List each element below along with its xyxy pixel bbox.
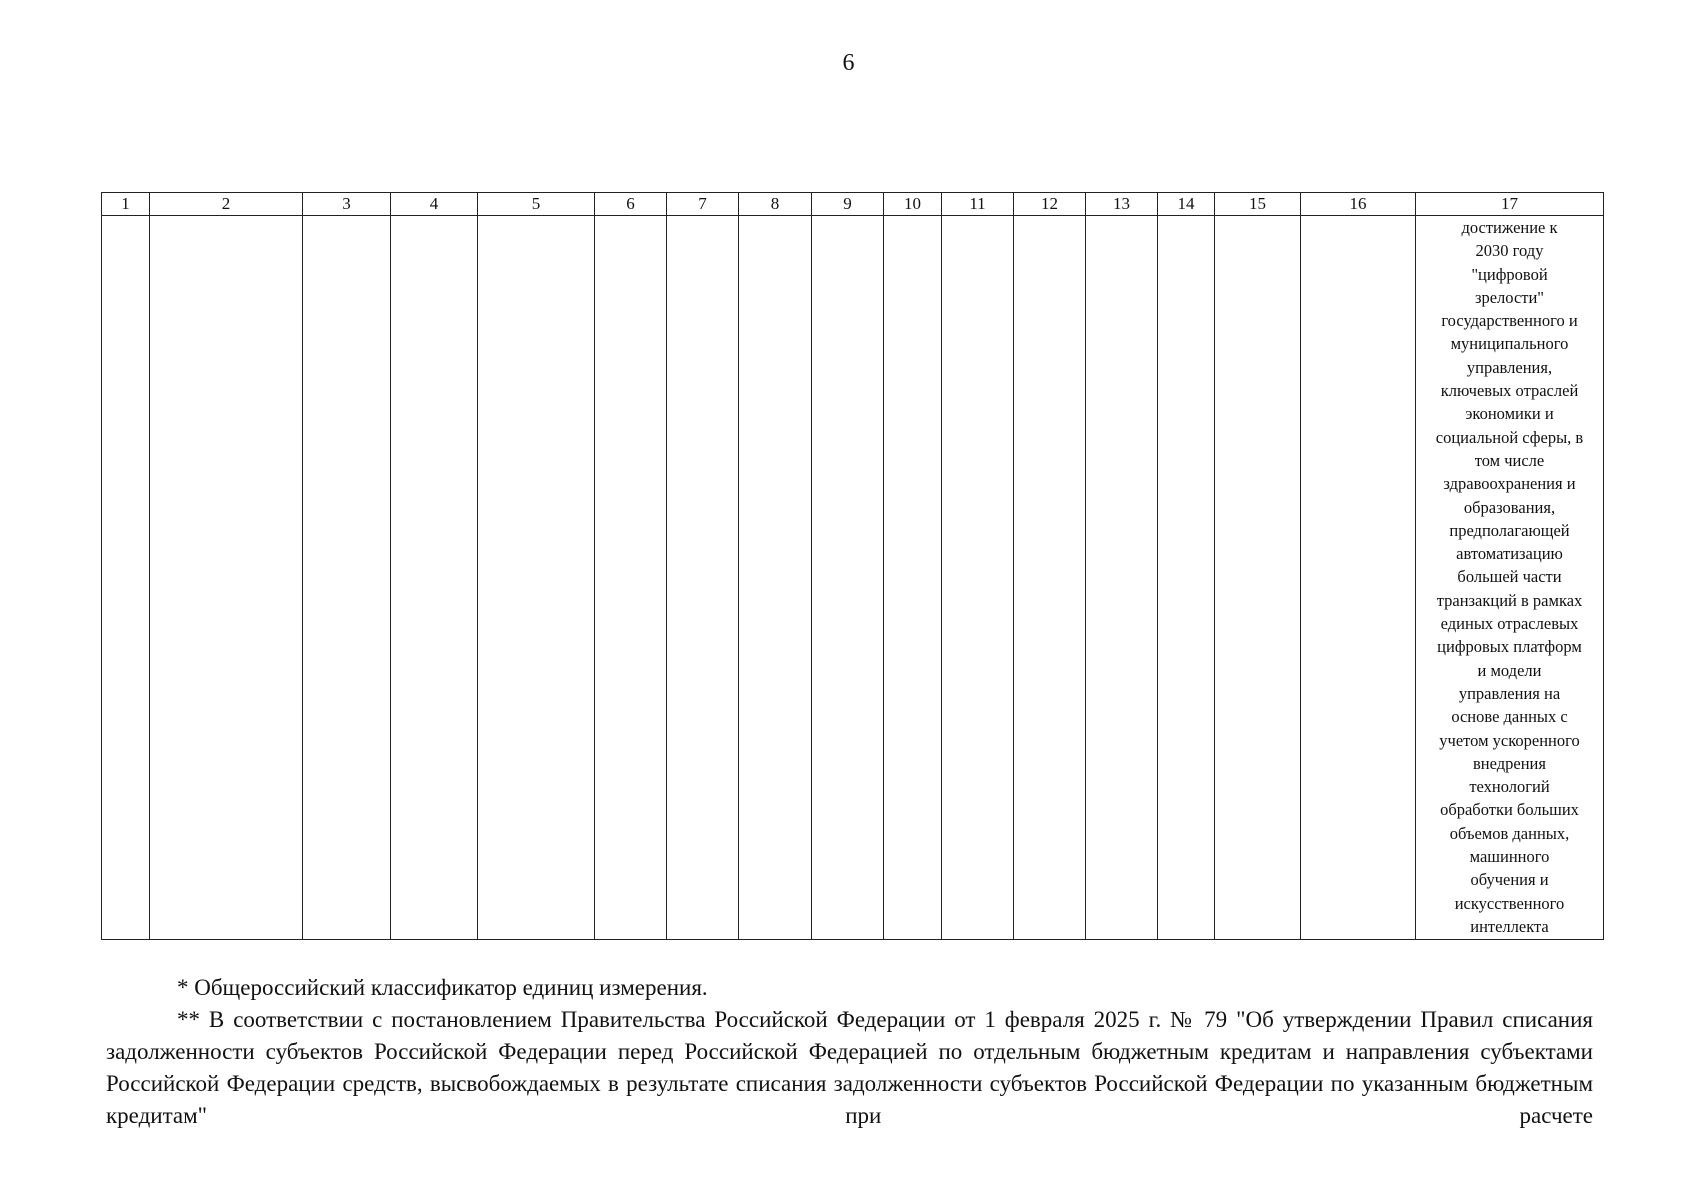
cell-text-line: государственного и	[1441, 311, 1578, 331]
cell-text-line: внедрения	[1473, 753, 1546, 773]
table-row	[102, 216, 1604, 940]
page-number: 6	[842, 50, 855, 76]
cell-text-line: социальной сферы, в	[1435, 427, 1584, 447]
cell-text-line: большей части	[1457, 567, 1562, 587]
cell-text-line: здравоохранения и	[1443, 474, 1576, 494]
column-header: 2	[150, 193, 303, 216]
cell-text-line: искусственного	[1454, 893, 1565, 913]
table-cell	[150, 216, 303, 940]
cell-text-line: обработки больших	[1440, 800, 1579, 820]
column-header: 16	[1301, 193, 1416, 216]
cell-text-line: учетом ускоренного	[1439, 730, 1580, 750]
column-header: 14	[1158, 193, 1215, 216]
table-cell	[739, 216, 812, 940]
table-cell	[1301, 216, 1416, 940]
table-cell	[1086, 216, 1158, 940]
table-cell	[884, 216, 942, 940]
cell-text-line: экономики и	[1465, 404, 1554, 424]
cell-text-line: том числе	[1474, 450, 1545, 470]
cell-text-line: интеллекта	[1470, 916, 1549, 936]
cell-text-line: машинного	[1469, 847, 1550, 867]
column-header: 3	[303, 193, 391, 216]
table-cell	[1014, 216, 1086, 940]
table-cell	[478, 216, 595, 940]
cell-text-line: технологий	[1469, 777, 1550, 797]
table-cell	[667, 216, 739, 940]
column-header: 7	[667, 193, 739, 216]
column-header: 17	[1416, 193, 1604, 216]
cell-text-line: зрелости"	[1474, 287, 1545, 307]
column-header: 13	[1086, 193, 1158, 216]
cell-text-line: 2030 году	[1475, 241, 1544, 261]
cell-text-line: основе данных с	[1451, 707, 1568, 727]
data-table	[101, 192, 1604, 940]
cell-text-line: управления на	[1458, 683, 1561, 703]
cell-text-line: и модели	[1477, 660, 1542, 680]
column-header: 9	[812, 193, 884, 216]
footnote-government-decree: ** В соответствии с постановлением Правительства Российской Федерации от 1 февраля 2025 г. № 79 "Об утверждении Правил списания задолженности субъектов Российской Федерации перед Российской Федерацией по отдельным бюджетным кредитам и направления субъектами Российской Федерации средств, высвобождаемых в результате списания задолженности субъектов Российской Федерации по указанным бюджетным кредитам" при расчете	[106, 1007, 1593, 1128]
column-header: 4	[391, 193, 478, 216]
cell-text-line: автоматизацию	[1456, 544, 1563, 564]
column-header: 5	[478, 193, 595, 216]
cell-text-line: обучения и	[1470, 870, 1549, 890]
table-cell	[812, 216, 884, 940]
footnote-okei: * Общероссийский классификатор единиц измерения.	[177, 975, 708, 1000]
table-cell	[391, 216, 478, 940]
cell-text-line: предполагающей	[1449, 520, 1570, 540]
table-cell	[102, 216, 150, 940]
column-header: 15	[1215, 193, 1301, 216]
table-cell	[942, 216, 1014, 940]
table-header-row	[102, 193, 1604, 216]
cell-text-line: объемов данных,	[1449, 823, 1570, 843]
column-header: 11	[942, 193, 1014, 216]
column-header: 6	[595, 193, 667, 216]
cell-text-line: управления,	[1466, 357, 1553, 377]
table-cell	[1158, 216, 1215, 940]
column-17-text-cell	[1416, 216, 1604, 940]
column-header: 1	[102, 193, 150, 216]
cell-text-line: транзакций в рамках	[1436, 590, 1583, 610]
cell-text-line: образования,	[1463, 497, 1556, 517]
column-header: 12	[1014, 193, 1086, 216]
table-cell	[1215, 216, 1301, 940]
column-header: 8	[739, 193, 812, 216]
cell-text-line: достижение к	[1461, 218, 1558, 237]
cell-text-line: "цифровой	[1471, 264, 1548, 284]
table-cell	[595, 216, 667, 940]
cell-text-line: цифровых платформ	[1437, 637, 1582, 657]
cell-text-line: ключевых отраслей	[1440, 381, 1579, 401]
cell-text-line: единых отраслевых	[1440, 614, 1579, 634]
cell-text-line: муниципального	[1450, 334, 1569, 354]
column-header: 10	[884, 193, 942, 216]
table-cell	[303, 216, 391, 940]
